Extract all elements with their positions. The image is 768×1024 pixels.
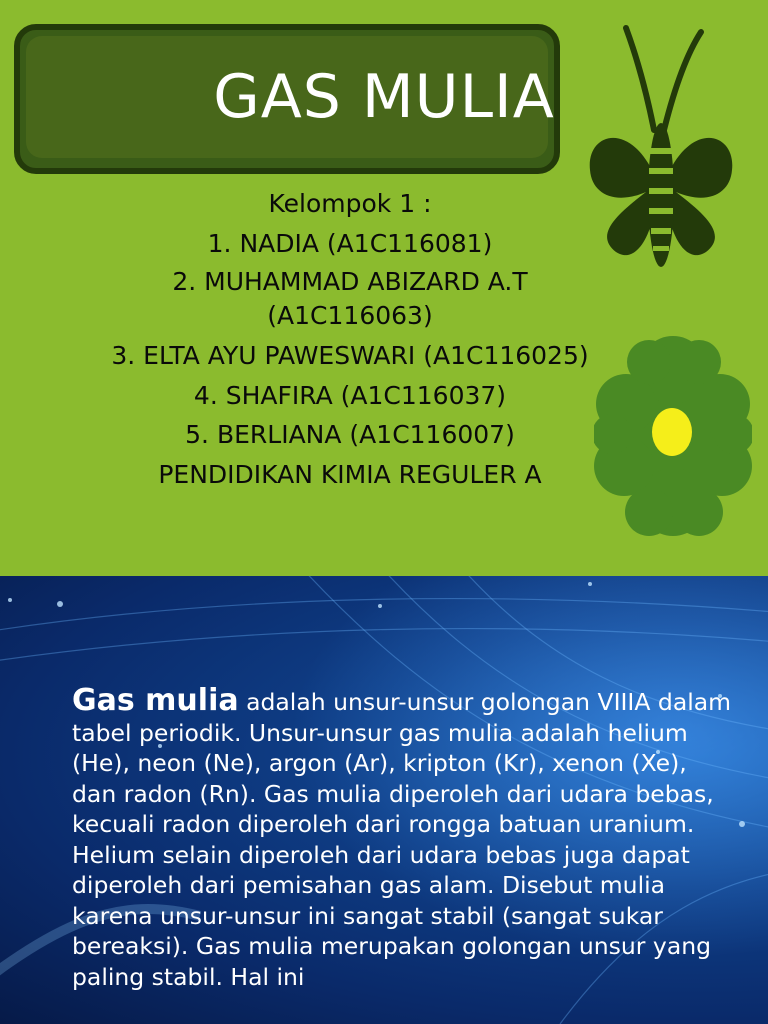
paragraph-body: adalah unsur-unsur golongan VIIIA dalam tabel periodik. Unsur-unsur gas mulia adalah helium (He), neon (Ne), argon (Ar), kripton (Kr), xenon (Xe), dan radon (Rn). Gas mulia diperoleh dari udara bebas, kecuali radon diperoleh dari rongga batuan uranium. Helium selain diperoleh dari udara bebas juga dapat diperoleh dari pemisahan gas alam. Disebut mulia karena unsur-unsur ini sangat stabil (sangat sukar bereaksi). Gas mulia merupakan golongan unsur yang paling stabil. Hal ini (72, 688, 732, 991)
butterfly-icon (586, 20, 736, 270)
gas-mulia-paragraph (72, 683, 732, 992)
class-name: PENDIDIKAN KIMIA REGULER A (158, 459, 542, 489)
member-item: 5. BERLIANA (A1C116007) (185, 420, 515, 449)
member-item: 3. ELTA AYU PAWESWARI (A1C116025) (111, 341, 589, 370)
content-slide (0, 576, 768, 1024)
member-item (60, 263, 640, 336)
slide-title: GAS MULIA (213, 62, 555, 132)
member-item-line: (A1C116063) (267, 301, 433, 330)
member-item-line: 2. MUHAMMAD ABIZARD A.T (172, 267, 528, 296)
member-list (60, 184, 640, 494)
paragraph-lead: Gas mulia (72, 683, 239, 718)
members-heading: Kelompok 1 : (268, 189, 432, 218)
member-item: 1. NADIA (A1C116081) (207, 228, 493, 258)
member-item: 4. SHAFIRA (A1C116037) (193, 380, 507, 410)
flower-icon (594, 334, 752, 540)
